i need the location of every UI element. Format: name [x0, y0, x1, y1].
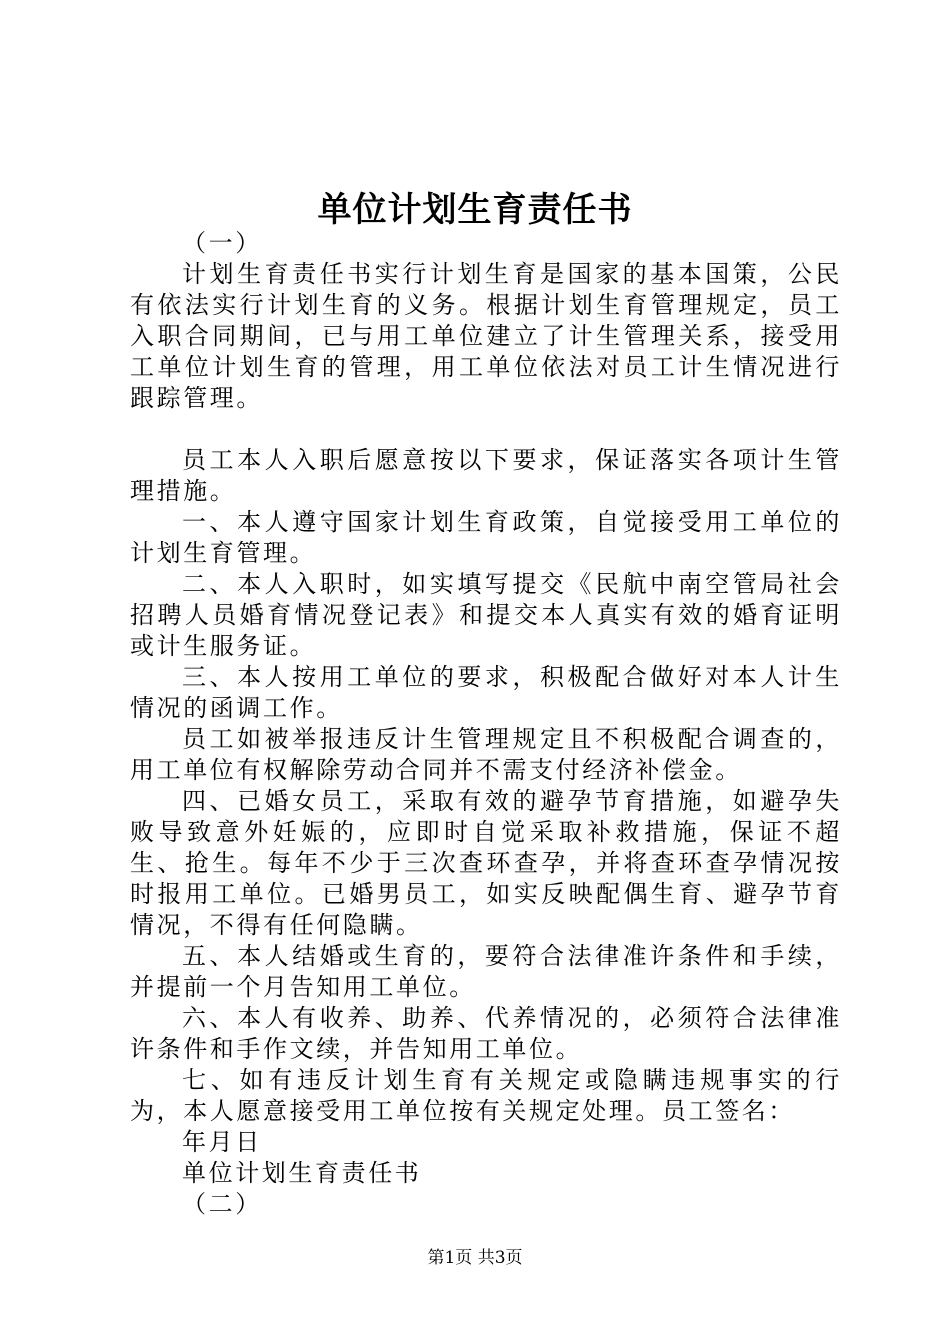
section-marker-1: （一） [182, 229, 262, 257]
paragraph-item-4: 四、已婚女员工，采取有效的避孕节育措施，如避孕失败导致意外妊娠的，应即时自觉采取补救措施，保证不超生、抢生。每年不少于三次查环查孕，并将查环查孕情况按时报用工单位。已婚男员工，如实反映配偶生育、避孕节育情况，不得有任何隐瞒。 [130, 787, 842, 939]
next-title: 单位计划生育责任书 [182, 1159, 422, 1187]
document-title: 单位计划生育责任书 [317, 190, 633, 230]
section-marker-2: （二） [182, 1190, 262, 1218]
paragraph-item-2: 二、本人入职时，如实填写提交《民航中南空管局社会招聘人员婚育情况登记表》和提交本人真实有效的婚育证明或计生服务证。 [130, 570, 842, 660]
paragraph-item-3: 三、本人按用工单位的要求，积极配合做好对本人计生情况的函调工作。 [130, 663, 842, 722]
paragraph-item-5: 五、本人结婚或生育的，要符合法律准许条件和手续，并提前一个月告知用工单位。 [130, 942, 842, 1001]
paragraph-item-7: 七、如有违反计划生育有关规定或隐瞒违规事实的行为，本人愿意接受用工单位按有关规定处理。员工签名： [130, 1066, 842, 1125]
paragraph-requirements: 员工本人入职后愿意按以下要求，保证落实各项计生管理措施。 [130, 446, 842, 505]
document-body [130, 228, 842, 1220]
date-line: 年月日 [182, 1128, 262, 1156]
paragraph-item-1: 一、本人遵守国家计划生育政策，自觉接受用工单位的计划生育管理。 [130, 508, 842, 567]
paragraph-item-6: 六、本人有收养、助养、代养情况的，必须符合法律准许条件和手作文续，并告知用工单位。 [130, 1004, 842, 1063]
paragraph-note: 员工如被举报违反计生管理规定且不积极配合调查的，用工单位有权解除劳动合同并不需支付经济补偿金。 [130, 725, 842, 784]
page-footer: 第1页 共3页 [427, 1248, 523, 1268]
paragraph-intro: 计划生育责任书实行计划生育是国家的基本国策，公民有依法实行计划生育的义务。根据计划生育管理规定，员工入职合同期间，已与用工单位建立了计生管理关系，接受用工单位计划生育的管理，用工单位依法对员工计生情况进行跟踪管理。 [130, 260, 842, 412]
